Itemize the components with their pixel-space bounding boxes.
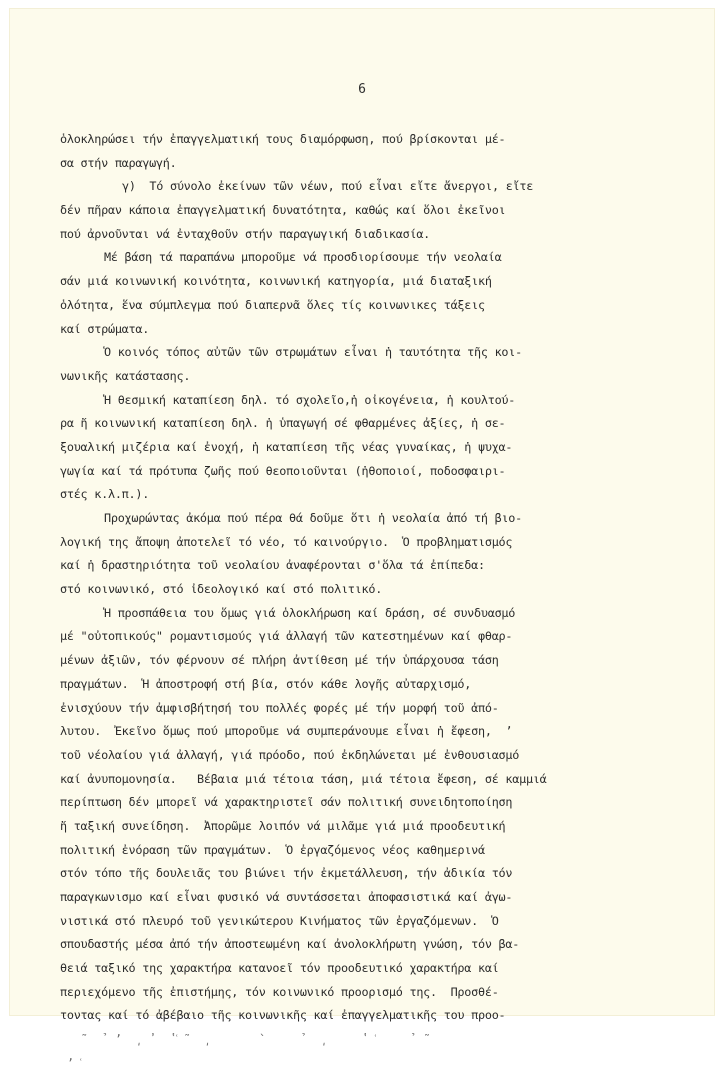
text-line: γωγία καί τά πρότυπα ζωῆς πού θεοποιοῦνται (ἠθοποιοί, ποδοσφαιρι- <box>60 463 506 478</box>
text-line: νωνικῆς κατάστασης. <box>60 368 191 383</box>
text-line: Ἡ θεσμική καταπίεση δηλ. τό σχολεῖο,ἡ οἰκογένεια, ἡ κουλτού- <box>104 392 516 407</box>
text-line: περίπτωση δέν μπορεῖ νά χαρακτηριστεῖ σάν πολιτική συνειδητοποίηση <box>60 795 513 810</box>
text-line: περιεχόμενο τῆς ἐπιστήμης, τόν κοινωνικό προορισμό της. Προσθέ- <box>60 984 499 999</box>
text-line: μέ "οὐτοπικούς" ρομαντισμούς γιά ἀλλαγή τῶν κατεστημένων καί φθαρ- <box>60 629 513 644</box>
text-line-cut-off: ̃ ̉ ʼ ͵ ̓ ̔ ͑ ̃ ͵ ̀ ̉ ͵ ̔ ͑ ̉ ̃ <box>60 1032 424 1047</box>
text-line-cut-off: ʼ ͑ <box>60 1055 81 1070</box>
text-line: ὁλοκληρώσει τήν ἐπαγγελματική τους διαμόρφωση, πού βρίσκονται μέ- <box>60 132 506 146</box>
text-line: πού ἀρνοῦνται νά ἐνταχθοῦν στήν παραγωγική διαδικασία. <box>60 226 431 241</box>
text-line: λυτου. Ἐκεῖνο ὅμως πού μποροῦμε νά συμπεράνουμε εἶναι ἡ ἔφεση, ʼ <box>60 724 513 739</box>
text-line: ἐνισχύουν τήν ἀμφισβήτησή του πολλές φορές μέ τήν μορφή τοῦ ἀπό- <box>60 700 499 715</box>
text-line: στές κ.λ.π.). <box>60 487 150 502</box>
document-page <box>9 8 715 1070</box>
text-line: ξουαλική μιζέρια καί ἐνοχή, ἡ καταπίεση τῆς νέας γυναίκας, ἡ ψυχα- <box>60 439 513 454</box>
text-line: Ἡ προσπάθεια του ὅμως γιά ὁλοκλήρωση καί δράση, σέ συνδυασμό <box>104 605 516 620</box>
text-line: νιστικά στό πλευρό τοῦ γενικώτερου Κινήματος τῶν ἐργαζόμενων. Ὁ <box>60 913 499 928</box>
text-line: ἤ ταξική συνείδηση. Ἀπορῶμε λοιπόν νά μιλᾶμε γιά μιά προοδευτική <box>60 818 506 833</box>
page-number: 6 <box>358 82 366 97</box>
text-line: πραγμάτων. Ἡ ἀποστροφή στή βία, στόν κάθε λογῆς αὐταρχισμό, <box>60 676 472 691</box>
text-line: γ) Τό σύνολο ἐκείνων τῶν νέων, πού εἶναι εἴτε ἄνεργοι, εἴτε <box>122 179 534 194</box>
text-line: σάν μιά κοινωνική κοινότητα, κοινωνική κατηγορία, μιά διαταξική <box>60 274 492 289</box>
text-line: καί στρώματα. <box>60 321 150 336</box>
text-line: στόν τόπο τῆς δουλειᾶς του βιώνει τήν ἐκμετάλλευση, τήν ἀδικία τόν <box>60 866 513 881</box>
text-line: σα στήν παραγωγή. <box>60 155 177 170</box>
text-line: Προχωρώντας ἀκόμα πού πέρα θά δοῦμε ὅτι ἡ νεολαία ἀπό τή βιο- <box>104 511 522 525</box>
text-line: θειά ταξικό της χαρακτήρα κατανοεῖ τόν προοδευτικό χαρακτήρα καί <box>60 961 499 976</box>
body-text <box>60 128 690 1076</box>
text-line: μένων ἀξιῶν, τόν φέρνουν σέ πλήρη ἀντίθεση μέ τήν ὑπάρχουσα τάση <box>60 653 499 668</box>
text-line: λογική της ἄποψη ἀποτελεῖ τό νέο, τό καινούργιο. Ὁ προβληματισμός <box>60 534 513 549</box>
text-line: τοντας καί τό ἀβέβαιο τῆς κοινωνικῆς καί ἐπαγγελματικῆς του προο- <box>60 1008 506 1023</box>
text-line: ρα ἤ κοινωνική καταπίεση δηλ. ἡ ὑπαγωγή σέ φθαρμένες ἀξίες, ἡ σε- <box>60 416 506 431</box>
text-line: ὁλότητα, ἕνα σύμπλεγμα πού διαπερνᾶ ὅλες τίς κοινωνικες τάξεις <box>60 297 485 312</box>
text-line: δέν πῆραν κάποια ἐπαγγελματική δυνατότητα, καθώς καί ὅλοι ἐκεῖνοι <box>60 203 506 218</box>
text-line: Ὁ κοινός τόπος αὐτῶν τῶν στρωμάτων εἶναι ἡ ταυτότητα τῆς κοι- <box>104 345 522 360</box>
text-line: παραγκωνισμο καί εἶναι φυσικό νά συντάσσεται ἀποφασιστικά καί ἀγω- <box>60 890 513 904</box>
text-line: πολιτική ἐνόραση τῶν πραγμάτων. Ὁ ἐργαζόμενος νέος καθημερινά <box>60 842 485 857</box>
text-line: καί ἡ δραστηριότητα τοῦ νεολαίου ἀναφέρονται σ'ὅλα τά ἐπίπεδα: <box>60 558 485 573</box>
text-line: σπουδαστής μέσα ἀπό τήν ἀποστεωμένη καί ἀνολοκλήρωτη γνώση, τόν βα- <box>60 937 520 952</box>
text-line: τοῦ νέολαίου γιά ἀλλαγή, γιά πρόοδο, πού ἐκδηλώνεται μέ ἐνθουσιασμό <box>60 747 520 762</box>
text-line: στό κοινωνικό, στό ἰδεολογικό καί στό πολιτικό. <box>60 582 383 597</box>
text-line: Μέ βάση τά παραπάνω μποροῦμε νά προσδιορίσουμε τήν νεολαία <box>104 250 502 265</box>
text-line: καί ἀνυπομονησία. Βέβαια μιά τέτοια τάση, μιά τέτοια ἔφεση, σέ καμμιά <box>60 771 547 786</box>
